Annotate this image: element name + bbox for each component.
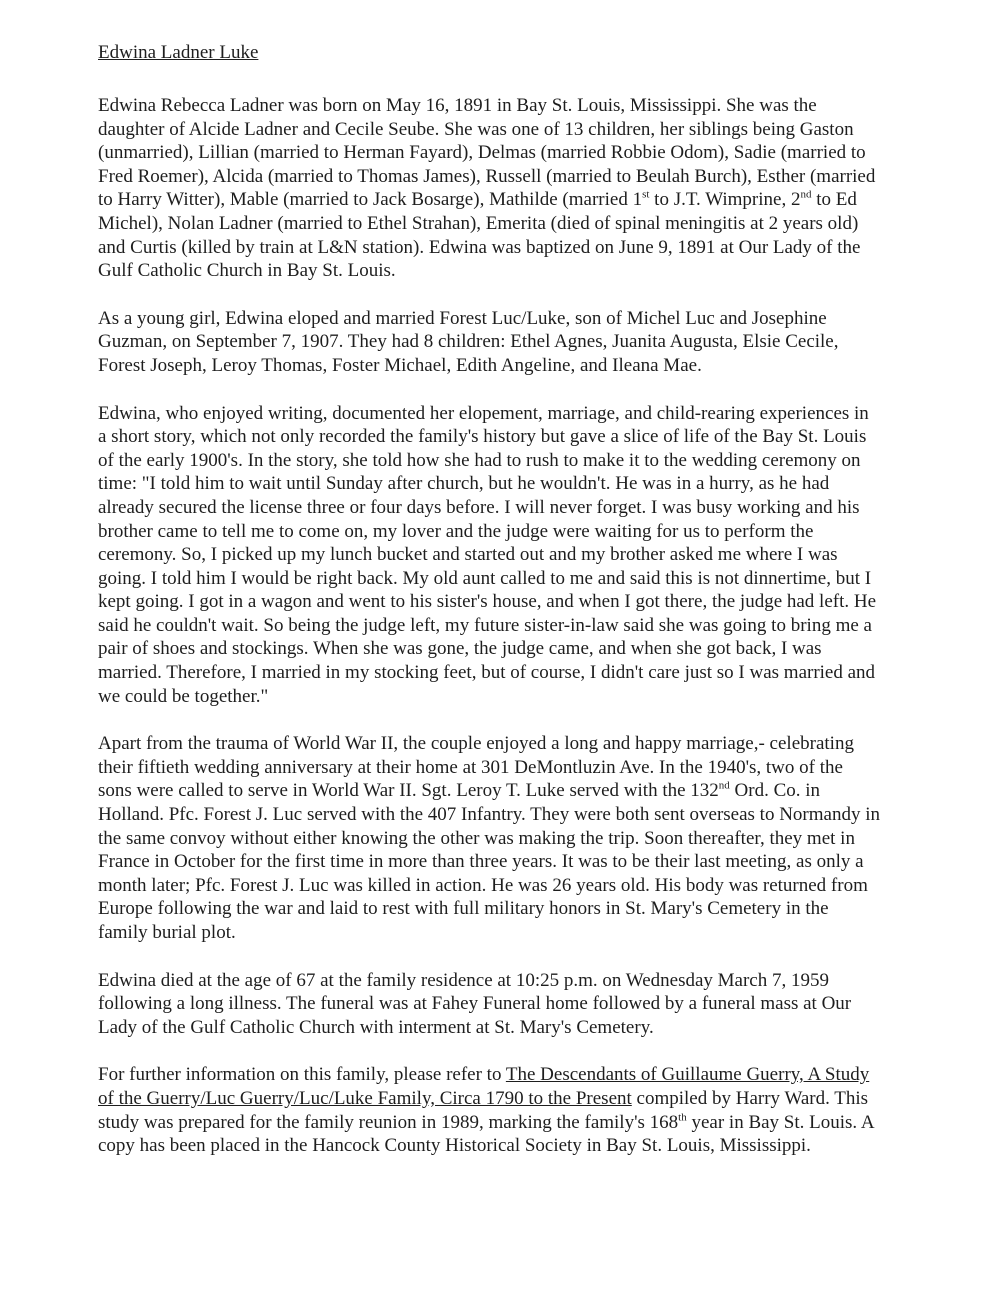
p1-text-b: to J.T. Wimprine, 2 xyxy=(649,189,801,211)
paragraph-birth-family xyxy=(98,94,880,283)
paragraph-elopement-story: Edwina, who enjoyed writing, documented her elopement, marriage, and child-rearing experiences in a short story, which not only recorded the family's history but gave a slice of life of the Bay St. Louis of the early 1900's. In the story, she told how she had to rush to make it to the wedding ceremony on time: "I told him to wait until Sunday after church, but he wouldn't. He was in a hurry, as he had already secured the license three or four days before. I will never forget. I was busy working and his brother came to tell me to come on, my lover and the judge were waiting for us to perform the ceremony. So, I picked up my lunch bucket and started out and my brother asked me where I was going. I told him I would be right back. My old aunt called to me and said this is not dinnertime, but I kept going. I got in a wagon and went to his sister's house, and when I got there, the judge had left. He said he couldn't wait. So being the judge left, my future sister-in-law said she was going to bring me a pair of shoes and stockings. When she was gone, the judge came, and when she got back, I was married. Therefore, I married in my stocking feet, but of course, I didn't care just so I was married and we could be together." xyxy=(98,402,877,707)
book-title: The Descendants of Guillaume Guerry, A Study of the Guerry/Luc Guerry/Luc/Luke Family, Circa 1790 to the Present xyxy=(98,1064,870,1109)
paragraph-further-info xyxy=(98,1063,880,1157)
p1-text-c: to Ed Michel), Nolan Ladner (married to Ethel Strahan), Emerita (died of spinal meningitis at 2 years old) and Curtis (killed by train at L&N station). Edwina was baptized on June 9, 1891 at Our Lady of the Gulf Catholic Church in Bay St. Louis. xyxy=(98,189,861,282)
p4-text-b: Ord. Co. in Holland. Pfc. Forest J. Luc served with the 407 Infantry. They were both sent overseas to Normandy in the same convoy without either knowing the other was making the trip. Soon thereafter, they met in France in October for the first time in more than three years. It was to be their last meeting, as only a month later; Pfc. Forest J. Luc was killed in action. He was 26 years old. His body was returned from Europe following the war and laid to rest with full military honors in St. Mary's Cemetery in the family burial plot. xyxy=(98,780,880,943)
p6-text-a: For further information on this family, please refer to xyxy=(98,1064,506,1086)
p6-superscript-1: th xyxy=(678,1111,687,1124)
paragraph-death: Edwina died at the age of 67 at the family residence at 10:25 p.m. on Wednesday March 7, 1959 following a long illness. The funeral was at Fahey Funeral home followed by a funeral mass at Our Lady of the Gulf Catholic Church with interment at St. Mary's Cemetery. xyxy=(98,969,852,1038)
paragraph-marriage: As a young girl, Edwina eloped and married Forest Luc/Luke, son of Michel Luc and Josephine Guzman, on September 7, 1907. They had 8 children: Ethel Agnes, Juanita Augusta, Elsie Cecile, Forest Joseph, Leroy Thomas, Foster Michael, Edith Angeline, and Ileana Mae. xyxy=(98,307,839,376)
p4-text-a: Apart from the trauma of World War II, the couple enjoyed a long and happy marriage,- celebrating their fiftieth wedding anniversary at their home at 301 DeMontluzin Ave. In the 1940's, two of the sons were called to serve in World War II. Sgt. Leroy T. Luke served with the 132 xyxy=(98,733,854,802)
p1-superscript-1: st xyxy=(642,189,650,202)
p1-superscript-2: nd xyxy=(800,189,812,202)
document-title: Edwina Ladner Luke xyxy=(98,42,259,63)
paragraph-world-war xyxy=(98,732,880,944)
p6-text-c: year in Bay St. Louis. A copy has been placed in the Hancock County Historical Society in Bay St. Louis, Mississippi. xyxy=(98,1111,874,1157)
p6-text-b: compiled by Harry Ward. This study was prepared for the family reunion in 1989, marking the family's 168 xyxy=(98,1087,869,1133)
p1-text-a: Edwina Rebecca Ladner was born on May 16, 1891 in Bay St. Louis, Mississippi. She was the daughter of Alcide Ladner and Cecile Seube. She was one of 13 children, her siblings being Gaston (unmarried), Lillian (married to Herman Fayard), Delmas (married Robbie Odom), Sadie (married to Fred Roemer), Alcida (married to Thomas James), Russell (married to Beulah Burch), Esther (married to Harry Witter), Mable (married to Jack Bosarge), Mathilde (married 1 xyxy=(98,95,876,211)
p4-superscript-1: nd xyxy=(718,780,730,793)
